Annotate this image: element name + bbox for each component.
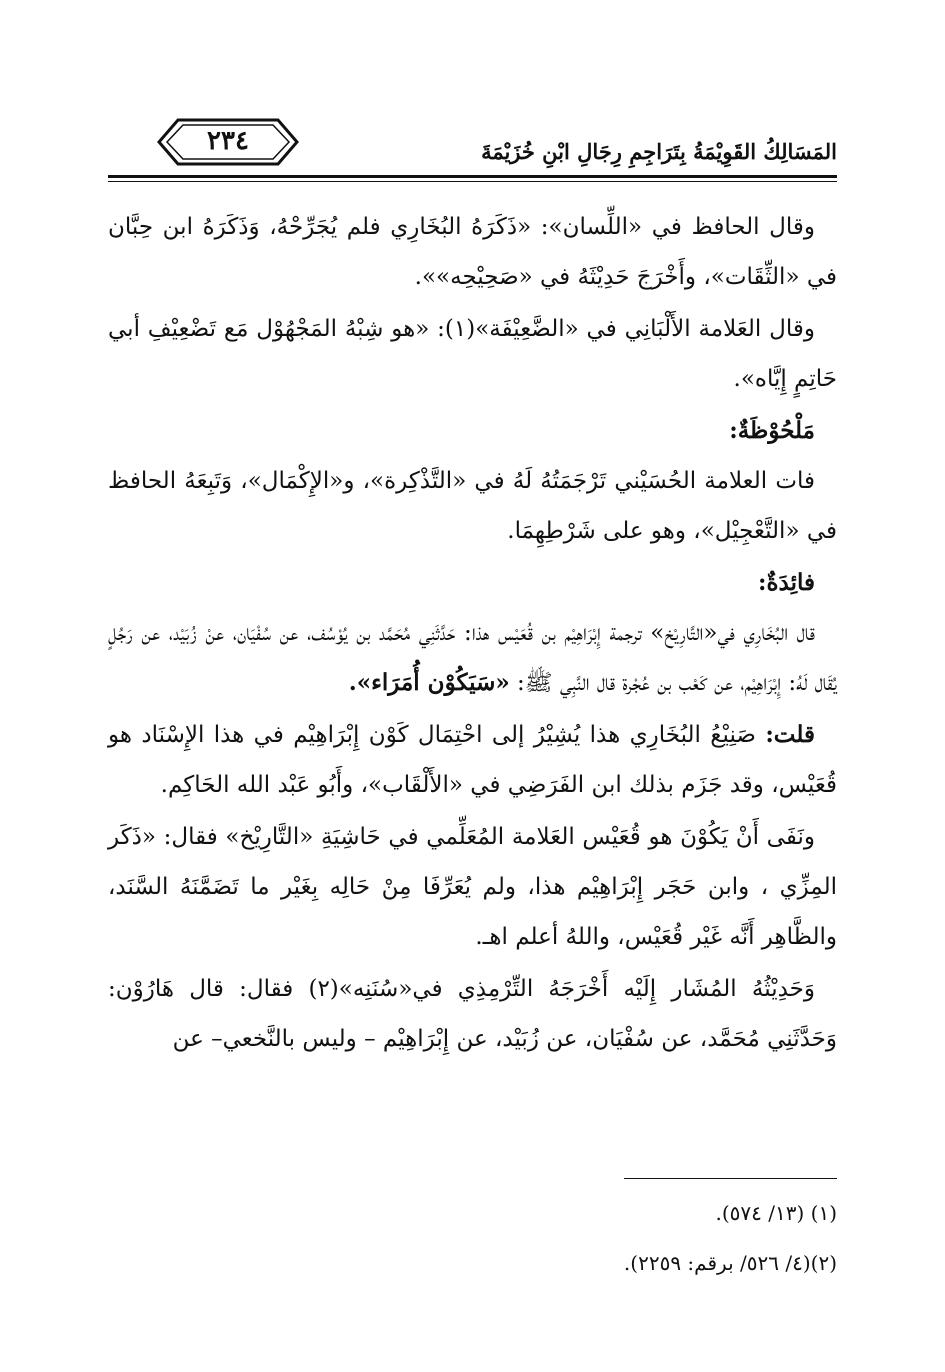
- heading-benefit: فائِدَةٌ:: [757, 569, 815, 596]
- hadith-quote: «سَيَكُوْن أُمَرَاء».: [348, 669, 510, 696]
- paragraph-tirmidhi: وَحَدِيْثُهُ المُشَار إِلَيْه أَخْرَجَهُ التِّرْمِذِي في«سُنَنِه»(٢) فقال: قال هَارُوْن: وَحَدَّثَنِي مُحَمَّد، عن سُفْيَان، عن زُبَيْد، عن إِبْرَاهِيْم – وليس بالنَّخعي– عن: [108, 976, 837, 1052]
- paragraph-lisan: وقال الحافظ في «اللِّسان»: «ذَكَرَهُ البُخَارِي فلم يُجَرِّحْهُ، وَذَكَرَهُ ابن حِبَّان في «الثِّقَات»، وأَخْرَجَ حَدِيْثَهُ في «صَحِيْحِه»».: [108, 214, 837, 290]
- page-number: ٢٣٤: [207, 126, 249, 156]
- paragraph-husayni: فات العلامة الحُسَيْني تَرْجَمَتُهُ لَهُ في «التَّذْكِرة»، و«الإِكْمَال»، وَتَبِعَهُ الحافظ في «التَّعْجِيْل»، وهو على شَرْطِهِمَا.: [108, 468, 837, 544]
- paragraph-bukhari: [108, 608, 837, 708]
- paragraph-qultu: [108, 710, 837, 810]
- heading-note: مَلْحُوْظَةٌ:: [729, 417, 815, 444]
- body-text: [108, 202, 837, 1066]
- footnote-2: (٢)(٤/ ٥٢٦/ برقم: ٢٢٥٩).: [623, 1251, 837, 1275]
- paragraph-qultu-text: صَنِيْعُ البُخَارِي هذا يُشِيْرُ إلى احْتِمَال كَوْن إِبْرَاهِيْم في هذا الإِسْنَاد هو قُعَيْس، وقد جَزَم بذلك ابن الفَرَضِي في «الأَلْقَاب»، وأَبُو عَبْد الله الحَاكِم.: [108, 722, 837, 798]
- running-title: المَسَالِكُ القَوِيْمَةُ بِتَرَاجِمِ رِجَالِ ابْنِ خُزَيْمَةَ: [481, 139, 837, 164]
- footnotes: [108, 1188, 837, 1288]
- header-rule-thin: [108, 181, 837, 182]
- paragraph-bukhari-text: قال البُخَارِي في«التَّارِيْخ» ترجمة إِبْرَاهِيْم بن قُعَيْس هذا: حَدَّثَنِي مُحَمَّد بن يُوْسُف، عن سُفْيَان، عنْ زُبَيْد، عن رَجُلٍ يُقَال لَهُ: إِبْرَاهِيْم، عن كَعْب بن عُجْرة قال النَّبِي ﷺ:: [108, 620, 837, 696]
- page-number-frame: [156, 117, 300, 167]
- page-header: [108, 105, 837, 185]
- footnote-separator: [624, 1178, 837, 1179]
- paragraph-muallimi: ونَفَى أَنْ يَكُوْنَ هو قُعَيْس العَلامة المُعَلِّمي في حَاشِيَةِ «التَّارِيْخ» فقال: «ذَكَر المِزِّي ، وابن حَجَر إِبْرَاهِيْم هذا، ولم يُعَرِّفَا مِنْ حَالِه بِغَيْر ما تَضَمَّنَهُ السَّنَد، والظَّاهِر أَنَّه غَيْر قُعَيْس، واللهُ أعلم اهـ.: [108, 824, 837, 950]
- paragraph-albani: وقال العَلامة الأَلْبَانِي في «الضَّعِيْفَة»(١): «هو شِبْهُ المَجْهُوْل مَع تَضْعِيْفِ أبي حَاتِمٍ إِيَّاه».: [108, 316, 837, 392]
- footnote-1: (١) (١٣/ ٥٧٤).: [715, 1201, 837, 1225]
- header-rule-thick: [108, 175, 837, 178]
- qultu-label: قلت:: [765, 721, 815, 748]
